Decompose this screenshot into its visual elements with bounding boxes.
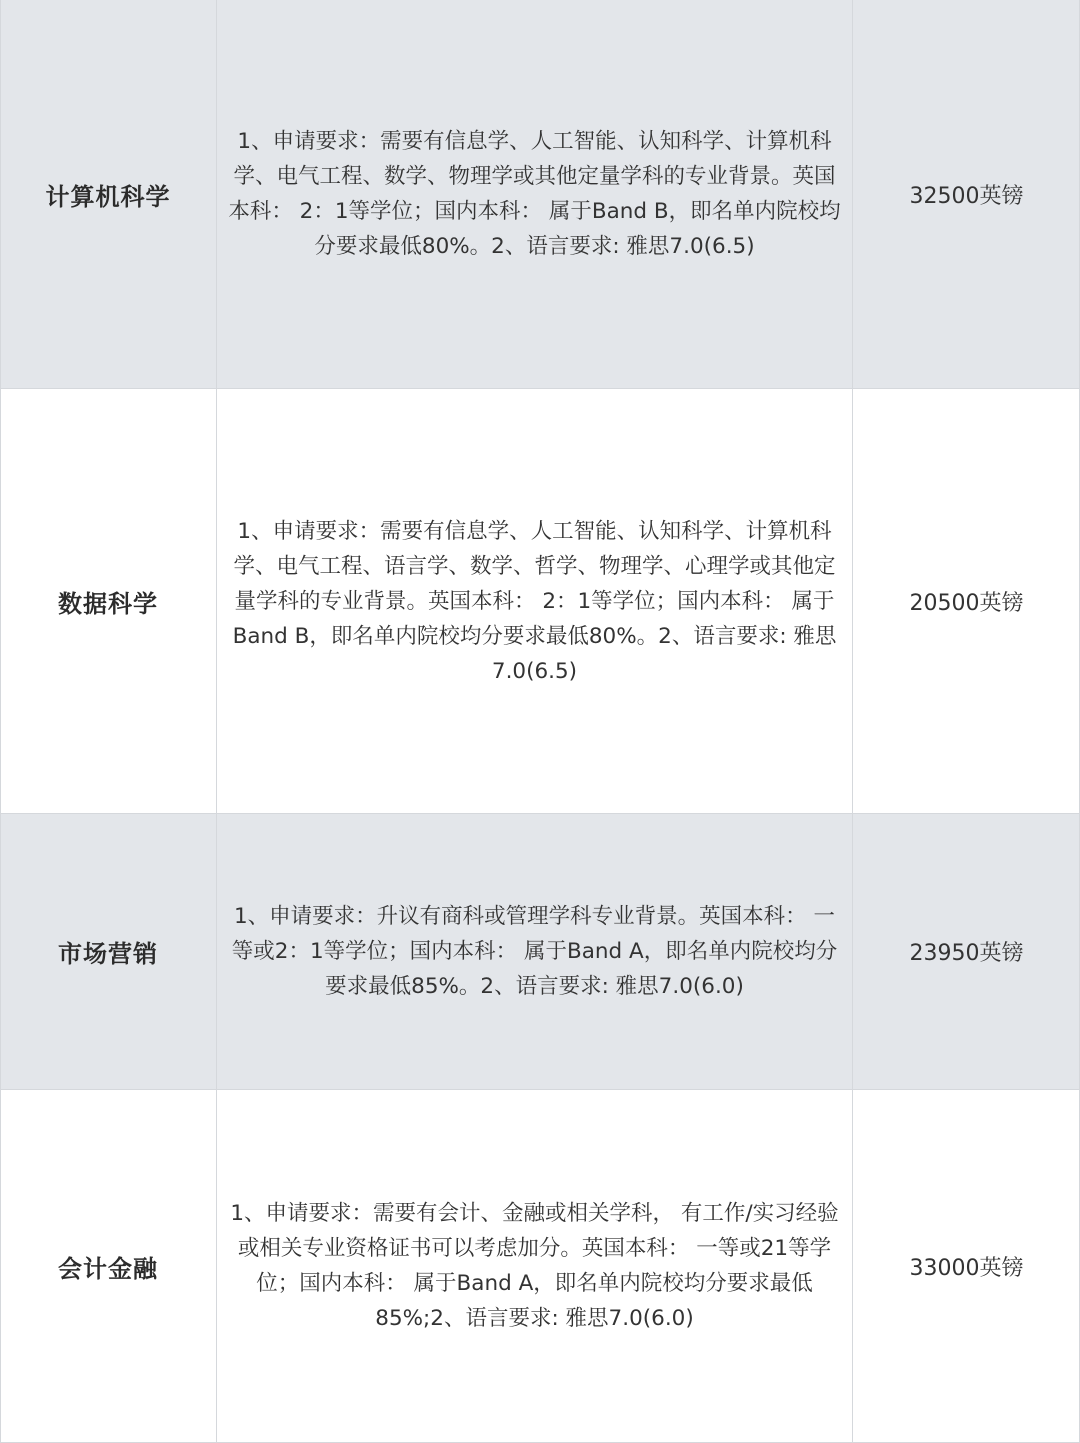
program-name: 数据科学 [58, 589, 158, 618]
program-name-cell [0, 814, 217, 1089]
table-border-left [0, 0, 1, 1443]
table-row [0, 1090, 1080, 1443]
requirements-text: 1、申请要求：升议有商科或管理学科专业背景。英国本科： 一等或2：1等学位；国内本科： 属于Band A，即名单内院校均分要求最低85%。2、语言要求: 雅思7.0(6.0) [231, 904, 838, 999]
tuition-fee: 32500英镑 [909, 183, 1024, 209]
requirements-text: 1、申请要求：需要有信息学、人工智能、认知科学、计算机科学、电气工程、语言学、数学、哲学、物理学、心理学或其他定量学科的专业背景。英国本科： 2：1等学位；国内本科： 属于Band B，即名单内院校均分要求最低80%。2、语言要求: 雅思7.0(6.5) [232, 518, 837, 684]
requirements-text: 1、申请要求：需要有会计、金融或相关学科， 有工作/实习经验或相关专业资格证书可以考虑加分。英国本科： 一等或21等学位；国内本科： 属于Band A，即名单内院校均分要求最低85%;2、语言要求: 雅思7.0(6.0) [230, 1201, 839, 1331]
tuition-cell [853, 1090, 1080, 1442]
table-row [0, 814, 1080, 1090]
program-name: 市场营销 [58, 940, 158, 968]
program-name: 会计金融 [58, 1254, 158, 1283]
requirements-text: 1、申请要求：需要有信息学、人工智能、认知科学、计算机科学、电气工程、数学、物理学或其他定量学科的专业背景。英国本科： 2：1等学位；国内本科： 属于Band B，即名单内院校均分要求最低80%。2、语言要求: 雅思7.0(6.5) [228, 129, 841, 259]
tuition-cell [853, 389, 1080, 813]
requirements-cell [217, 814, 853, 1089]
tuition-cell [853, 814, 1080, 1089]
program-name-cell [0, 389, 217, 813]
requirements-cell [217, 389, 853, 813]
program-name-cell [0, 0, 217, 388]
requirements-cell [217, 1090, 853, 1442]
program-name: 计算机科学 [45, 182, 171, 211]
tuition-fee: 20500英镑 [909, 590, 1024, 616]
tuition-fee: 23950英镑 [909, 941, 1024, 966]
program-name-cell [0, 1090, 217, 1442]
requirements-cell [217, 0, 853, 388]
table-row [0, 0, 1080, 389]
table-row [0, 389, 1080, 814]
tuition-cell [853, 0, 1080, 388]
tuition-fee: 33000英镑 [909, 1255, 1024, 1281]
